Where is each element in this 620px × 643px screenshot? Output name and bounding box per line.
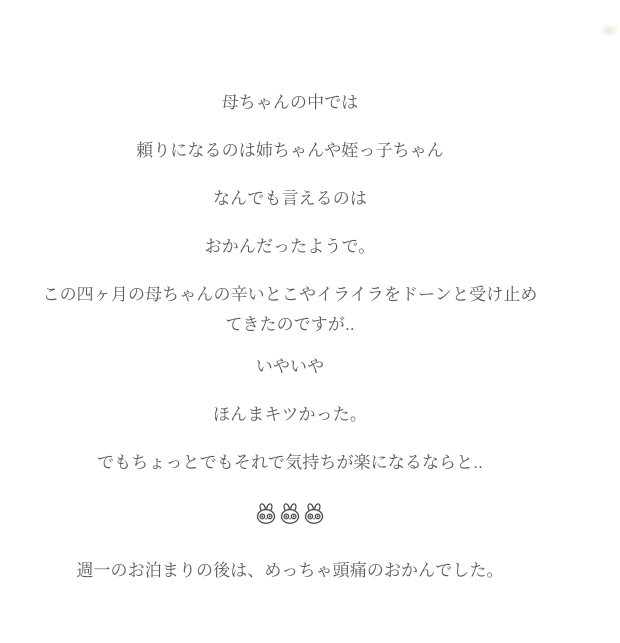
- faint-smudge: [599, 23, 619, 38]
- post-body: [40, 88, 540, 604]
- post-paragraph: ほんまキツかった。: [213, 405, 367, 424]
- post-paragraph: いやいや: [255, 357, 325, 376]
- post-paragraph: なんでも言えるのは: [213, 189, 367, 208]
- rabbit-face-icon: [304, 502, 324, 525]
- rabbit-face-icon: [280, 502, 300, 525]
- post-paragraph: 週一のお泊まりの後は、めっちゃ頭痛のおかんでした。: [76, 561, 504, 580]
- post-paragraph: 母ちゃんの中では: [221, 93, 359, 112]
- post-paragraph: でもちょっとでもそれで気持ちが楽になるならと..: [97, 453, 483, 472]
- post-paragraph: この四ヶ月の母ちゃんの辛いとこやイライラをドーンと受け止めてきたのですが..: [42, 285, 538, 334]
- post-paragraph: おかんだったようで。: [204, 237, 376, 256]
- rabbit-emoji-row: [40, 496, 540, 532]
- rabbit-face-icon: [256, 502, 276, 525]
- post-paragraph: 頼りになるのは姉ちゃんや姪っ子ちゃん: [136, 141, 444, 160]
